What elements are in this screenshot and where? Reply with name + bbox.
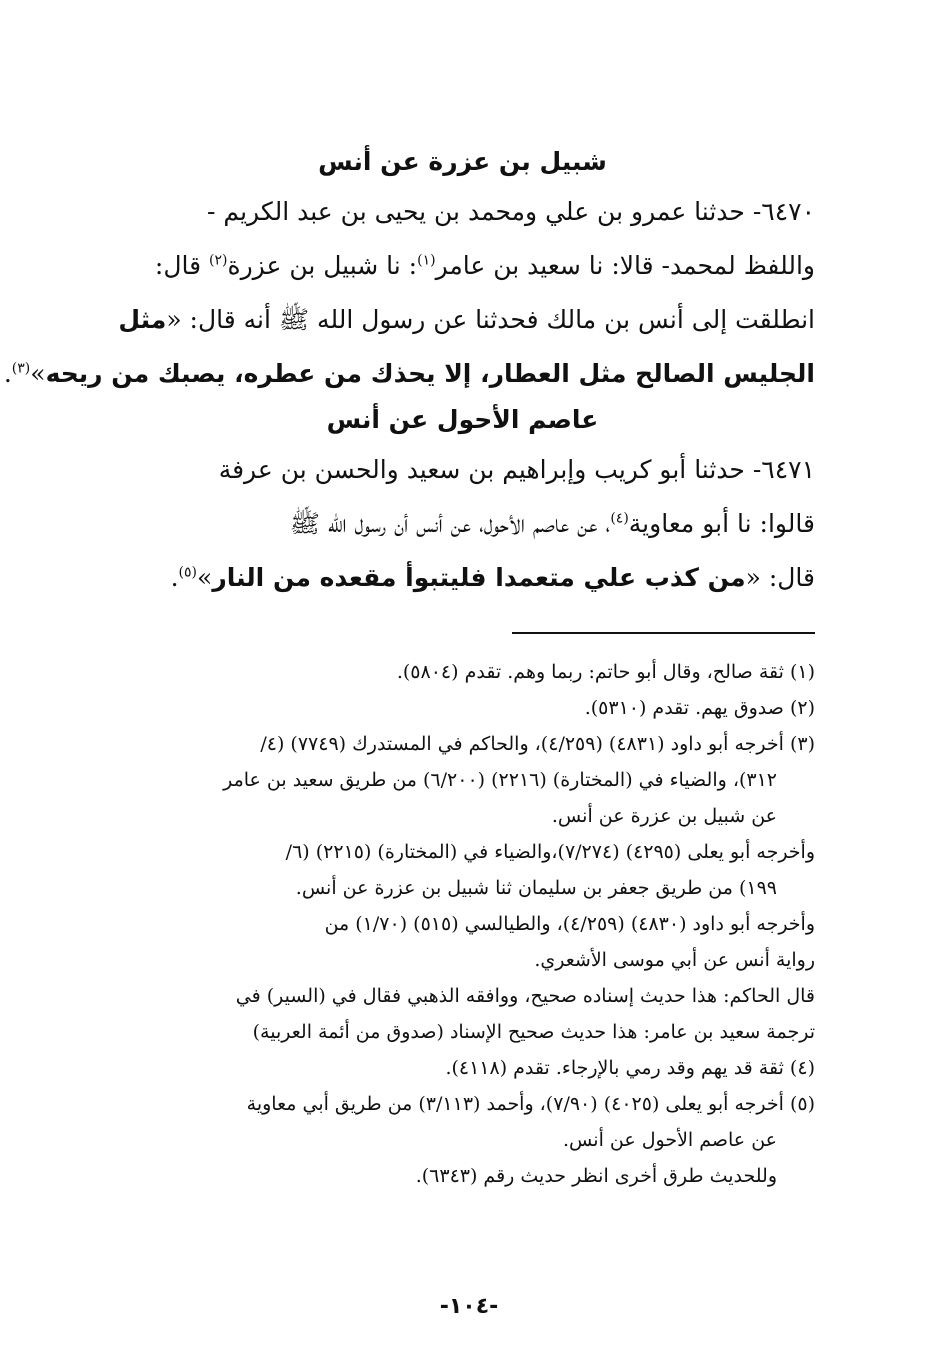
footnote-ref[interactable]: (٢) [209,252,228,269]
hadith-line: ٦٤٧٠- حدثنا عمرو بن علي ومحمد بن يحيى بن عبد الكريم - [207,197,815,226]
footnote-line: ترجمة سعيد بن عامر: هذا حديث صحيح الإسناد (صدوق من أئمة العربية) [252,1021,815,1043]
footnotes [110,654,815,1194]
footnote-ref[interactable]: (٥) [178,564,198,581]
hadith-line: انطلقت إلى أنس بن مالك فحدثنا عن رسول الله ﷺ أنه قال: «مثل [118,305,815,334]
footnote-line: ٣١٢)، والضياء في (المختارة) (٢٢١٦) (٦/٢٠٠) من طريق سعيد بن عامر [223,769,777,791]
hadith-line: واللفظ لمحمد- قالا: نا سعيد بن عامر$^{(١)}$: نا شبيل بن عزرة$^{(٢)}$ قال: [154,251,815,280]
footnote-line: (٥) أخرجه أبو يعلى (٤٠٢٥) (٧/٩٠)، وأحمد (٣/١١٣) من طريق أبي معاوية [246,1093,815,1115]
section-heading-shubayl: شبيل بن عزرة عن أنس [318,147,607,176]
footnote-ref[interactable]: (١) [417,252,436,269]
footnote-line: ١٩٩) من طريق جعفر بن سليمان ثنا شبيل بن عزرة عن أنس. [295,877,777,899]
hadith-6471 [110,443,815,605]
hadith-line: ٦٤٧١- حدثنا أبو كريب وإبراهيم بن سعيد والحسن بن عرفة [218,455,815,484]
footnote-line: وللحديث طرق أخرى انظر حديث رقم (٦٣٤٣). [415,1165,777,1187]
page-number: -١٠٤- [439,1294,499,1319]
hadith-line: قال: «من كذب علي متعمدا فليتبوأ مقعده من النار»$^{(٥)}$. [170,563,815,592]
footnote-line: رواية أنس عن أبي موسى الأشعري. [534,949,815,971]
footnote-line: (٤) ثقة قد يهم وقد رمي بالإرجاء. تقدم (٤١١٨). [445,1057,815,1079]
footnote-line: (٣) أخرجه أبو داود (٤٨٣١) (٤/٢٥٩)، والحاكم في المستدرك (٧٧٤٩) (٤/ [260,733,815,755]
footnote-line: قال الحاكم: هذا حديث إسناده صحيح، ووافقه الذهبي فقال في (السير) في [235,985,815,1007]
footnote-ref[interactable]: (٤) [610,510,629,527]
footnote-line: عن عاصم الأحول عن أنس. [563,1129,777,1151]
hadith-line: الجليس الصالح مثل العطار، إلا يحذك من عطره، يصبك من ريحه»$^{(٣)}$. [3,359,815,388]
footnote-ref[interactable]: (٣) [11,360,31,377]
footnote-separator [512,632,815,634]
footnote-line: وأخرجه أبو داود (٤٨٣٠) (٤/٢٥٩)، والطيالسي (٥١٥) (١/٧٠) من [324,913,815,935]
footnote-line: وأخرجه أبو يعلى (٤٢٩٥) (٧/٢٧٤)،والضياء في (المختارة) (٢٢١٥) (٦/ [285,841,815,863]
footnote-line: (٢) صدوق يهم. تقدم (٥٣١٠). [584,697,815,719]
hadith-line: قالوا: نا أبو معاوية$^{(٤)}$، عن عاصم الأحول، عن أنس أن رسول الله ﷺ [289,509,815,538]
footnote-line: عن شبيل بن عزرة عن أنس. [551,805,777,827]
section-heading-asim: عاصم الأحول عن أنس [326,405,599,434]
hadith-6470 [3,185,815,401]
footnote-line: (١) ثقة صالح، وقال أبو حاتم: ربما وهم. تقدم (٥٨٠٤). [396,661,815,683]
